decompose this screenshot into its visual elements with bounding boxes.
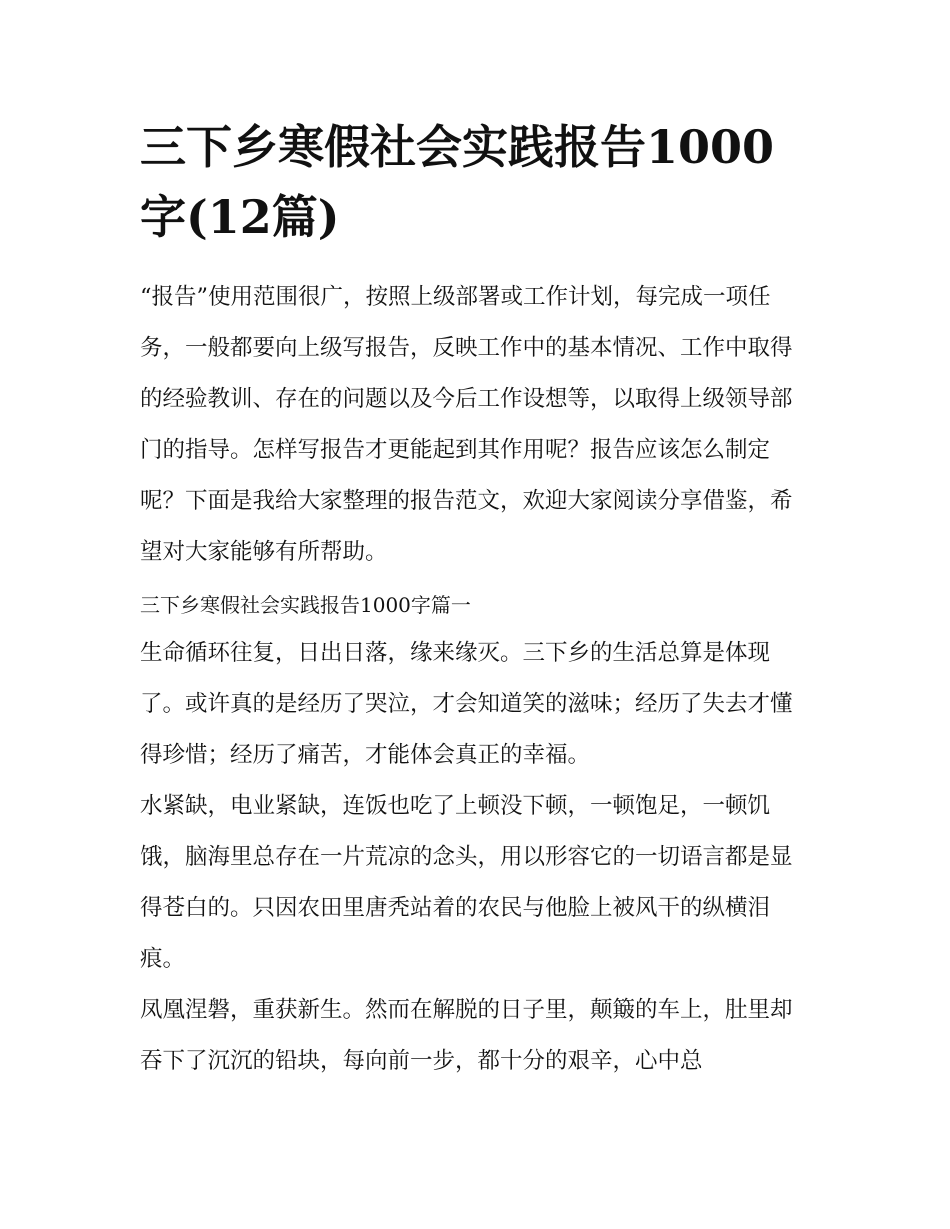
document-page: [140, 112, 812, 1087]
body-paragraph-1: 生命循环往复，日出日落，缘来缘灭。三下乡的生活总算是体现了。或许真的是经历了哭泣，才会知道笑的滋味；经历了失去才懂得珍惜；经历了痛苦，才能体会真正的幸福。: [140, 640, 793, 768]
body-paragraph-2: 水紧缺，电业紧缺，连饭也吃了上顿没下顿，一顿饱足，一顿饥饿，脑海里总存在一片荒凉的念头，用以形容它的一切语言都是显得苍白的。只因农田里唐秃站着的农民与他脸上被风干的纵横泪痕。: [140, 793, 793, 972]
section-heading: 三下乡寒假社会实践报告1000字篇一: [140, 593, 471, 617]
body-paragraph-3: 凤凰涅磐，重获新生。然而在解脱的日子里，颠簸的车上，肚里却吞下了沉沉的铅块，每向前一步，都十分的艰辛，心中总: [140, 997, 793, 1074]
intro-paragraph: “报告”使用范围很广，按照上级部署或工作计划，每完成一项任务，一般都要向上级写报告，反映工作中的基本情况、工作中取得的经验教训、存在的问题以及今后工作设想等，以取得上级领导部门的指导。怎样写报告才更能起到其作用呢？报告应该怎么制定呢？下面是我给大家整理的报告范文，欢迎大家阅读分享借鉴，希望对大家能够有所帮助。: [140, 284, 793, 565]
document-title: 三下乡寒假社会实践报告1000字(12篇): [140, 120, 775, 244]
